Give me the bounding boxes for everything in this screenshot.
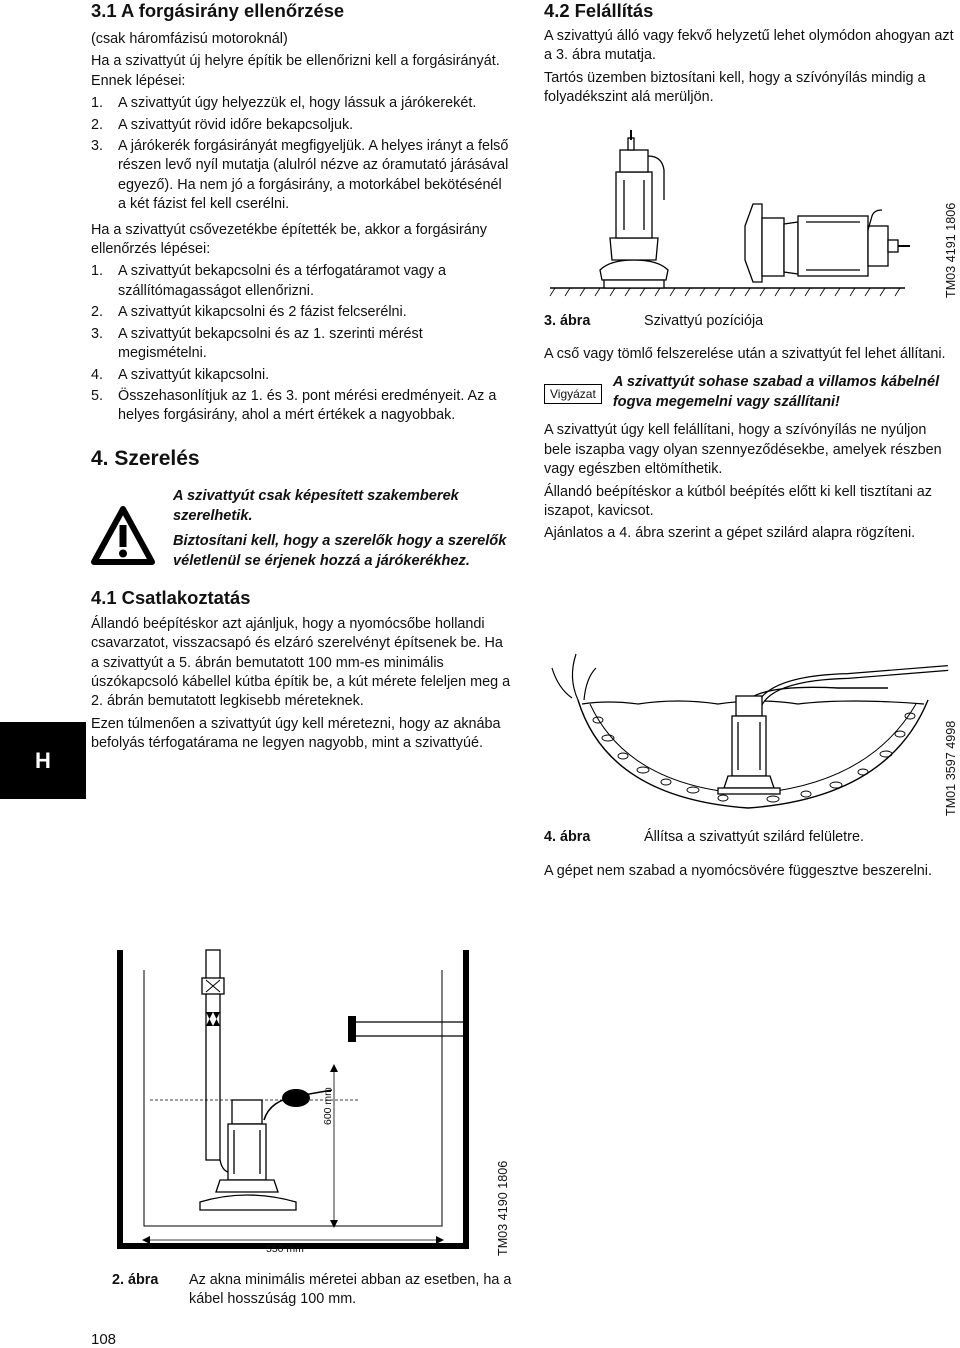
caution-text: A szivattyút sohase szabad a villamos kábelnél fogva megemelni vagy szállítani! bbox=[612, 374, 940, 411]
section-4-1-title: 4.1 Csatlakoztatás bbox=[91, 586, 251, 608]
caution-block bbox=[544, 372, 956, 415]
section-4-title: 4. Szerelés bbox=[91, 446, 200, 470]
warning-triangle-icon bbox=[91, 506, 155, 566]
section-3-1-pipe: Ha a szivattyút csővezetékbe építették be, akkor a forgásirány ellenőrzés lépései: bbox=[91, 221, 487, 258]
figure-2-caption bbox=[112, 1271, 532, 1309]
figure-3-text: Szivattyú pozíciója bbox=[644, 313, 764, 329]
list-item: 2. A szivattyút rövid időre bekapcsoljuk. bbox=[91, 116, 354, 133]
section-4-1-p1: Állandó beépítéskor azt ajánljuk, hogy a nyomócsőbe hollandi csavarzatot, visszacsapó és elzáró szerelvényt építsenek be. Ha a szivattyút a 5. ábrán bemutatott 100 mm-es minimális úszókapcsoló kábellel kútba építik be, a kút mérete feleljen meg a 2. ábrán bemutatott legkisebb méreteknek. bbox=[91, 615, 511, 710]
figure-4-number: 4. ábra bbox=[544, 829, 591, 845]
setup-paragraph-1: A szivattyút úgy kell felállítani, hogy a szívónyílás ne nyúljon bele iszapba vagy olyan szennyeződésekbe, amelyek részben vagy egészben eltömíthetik. bbox=[544, 422, 942, 478]
figure-3-pump-positions bbox=[550, 130, 930, 300]
figure-4-code: TM01 3597 4998 bbox=[944, 720, 958, 816]
right-column-top bbox=[544, 0, 956, 111]
figure-2-number: 2. ábra bbox=[112, 1272, 159, 1288]
final-paragraph: A gépet nem szabad a nyomócsövére függesztve beszerelni. bbox=[544, 863, 932, 879]
page-number: 108 bbox=[91, 1331, 117, 1348]
language-tab: H bbox=[0, 722, 86, 799]
figure-4-pump-in-pit bbox=[548, 648, 948, 818]
pipe-rotation-check-steps bbox=[91, 262, 511, 425]
list-item: 3. A járókerék forgásirányát megfigyeljük. A helyes irányt a felső részen levő nyíl mutatja (alulról nézve az óramutató járásával egyező). Ha nem jó a forgásirány, a motorkábel bekötésénél a két fázist fel kell cserélni. bbox=[91, 138, 509, 213]
figure-3-number: 3. ábra bbox=[544, 313, 591, 329]
list-item: 1. A szivattyút úgy helyezzük el, hogy lássuk a járókerekét. bbox=[91, 95, 477, 112]
width-dimension-label: 550 mm bbox=[266, 1243, 304, 1255]
left-column bbox=[91, 0, 511, 757]
list-item: 4. A szivattyút kikapcsolni. bbox=[91, 366, 270, 383]
figure-3-caption bbox=[544, 312, 924, 331]
section-4-2-p2: Tartós üzemben biztosítani kell, hogy a szívónyílás mindig a folyadékszint alá merüljön. bbox=[544, 69, 926, 106]
right-column-middle bbox=[544, 345, 956, 547]
section-3-1-subtitle: (csak háromfázisú motoroknál) bbox=[91, 31, 288, 47]
setup-paragraph-3: Ajánlatos a 4. ábra szerint a gépet szilárd alapra rögzíteni. bbox=[544, 525, 916, 542]
list-item: 3. A szivattyút bekapcsolni és az 1. szerinti mérést megismételni. bbox=[91, 325, 423, 362]
figure-2-text: Az akna minimális méretei abban az esetben, ha a kábel hosszúság 100 mm. bbox=[189, 1272, 512, 1307]
section-3-1-title: 3.1 A forgásirány ellenőrzése bbox=[91, 0, 345, 21]
paragraph-after-figure-3: A cső vagy tömlő felszerelése után a szivattyút fel lehet állítani. bbox=[544, 346, 946, 362]
figure-4-text: Állítsa a szivattyút szilárd felületre. bbox=[644, 829, 864, 845]
right-column-bottom bbox=[544, 862, 956, 884]
warning-block bbox=[91, 486, 511, 571]
figure-2-code: TM03 4190 1806 bbox=[496, 1160, 510, 1256]
rotation-check-steps bbox=[91, 94, 511, 214]
list-item: 5. Összehasonlítjuk az 1. és 3. pont mérési eredményeit. Az a helyes forgásirány, ahol a mért értékek a nagyobbak. bbox=[91, 387, 497, 424]
setup-paragraph-2: Állandó beépítéskor a kútból beépítés előtt ki kell tisztítani az iszapot, kavicsot. bbox=[544, 483, 932, 520]
figure-2-pit-dimensions bbox=[120, 950, 500, 1270]
list-item: 2. A szivattyút kikapcsolni és 2 fázist felcserélni. bbox=[91, 304, 407, 321]
figure-3-code: TM03 4191 1806 bbox=[944, 202, 958, 298]
caution-label: Vigyázat bbox=[544, 384, 602, 404]
section-3-1-intro: Ha a szivattyút új helyre építik be ellenőrizni kell a forgásirányát. Ennek lépései: bbox=[91, 53, 500, 89]
warning-text-1: A szivattyút csak képesített szakemberek szerelhetik. bbox=[173, 487, 459, 524]
list-item: 1. A szivattyút bekapcsolni és a térfogatáramot vagy a szállítómagasságot ellenőrizni. bbox=[91, 263, 446, 299]
figure-4-caption bbox=[544, 828, 934, 847]
section-4-2-title: 4.2 Felállítás bbox=[544, 0, 654, 21]
warning-text-2: Biztosítani kell, hogy a szerelők hogy a szerelők véletlenül se érjenek hozzá a járókerékhez. bbox=[173, 532, 507, 569]
section-4-1-p2: Ezen túlmenően a szivattyút úgy kell méretezni, hogy az aknába befolyás térfogatárama ne legyen nagyobb, mint a szivattyúé. bbox=[91, 715, 501, 752]
section-4-2-p1: A szivattyú álló vagy fekvő helyzetű lehet olymódon ahogyan azt a 3. ábra mutatja. bbox=[544, 28, 954, 64]
height-dimension-label: 600 mm bbox=[322, 1087, 334, 1125]
